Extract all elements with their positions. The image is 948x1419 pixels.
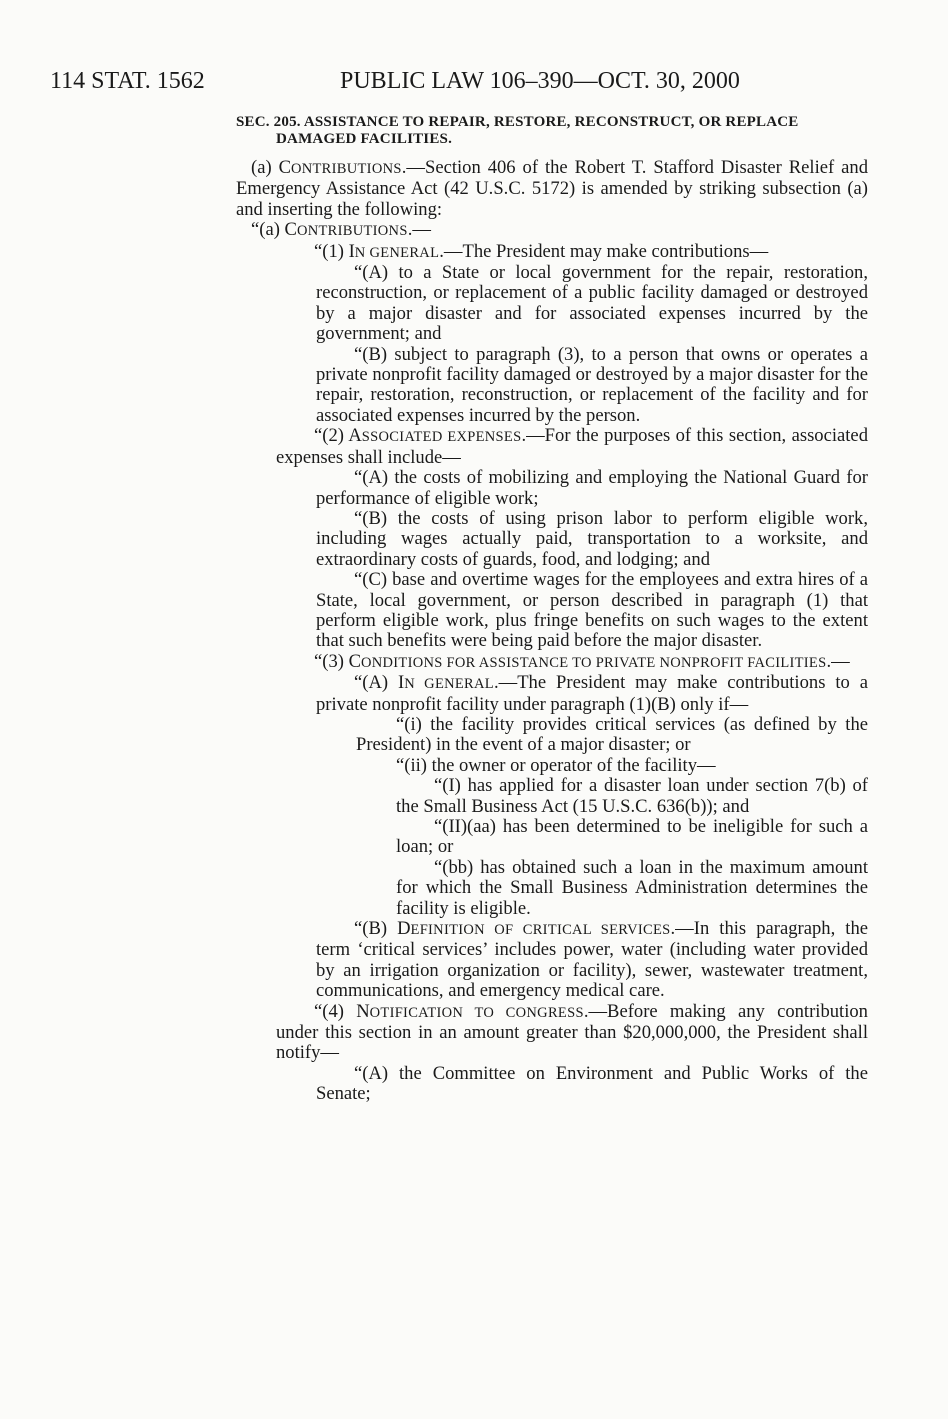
body-text	[236, 114, 868, 1105]
subclause-II-aa: “(II)(aa) has been determined to be ineligible for such a loan; or	[396, 816, 868, 858]
public-law-citation: PUBLIC LAW 106–390—OCT. 30, 2000	[340, 68, 740, 94]
paragraph-3-B: “(B) DEFINITION OF CRITICAL SERVICES.—In this paragraph, the term ‘critical services’ includes power, water (including water provided by an irrigation organization or facility), sewer, wastewater treatment, communications, and emergency medical care.	[316, 918, 868, 1002]
section-heading: SEC. 205. ASSISTANCE TO REPAIR, RESTORE, RECONSTRUCT, OR REPLACE DAMAGED FACILITIES.	[236, 114, 799, 147]
paragraph-2-A: “(A) the costs of mobilizing and employing the National Guard for performance of eligible work;	[316, 467, 868, 509]
paragraph-3: “(3) CONDITIONS FOR ASSISTANCE TO PRIVATE NONPROFIT FACILITIES.—	[314, 650, 850, 672]
clause-3-A-ii: “(ii) the owner or operator of the facility—	[396, 754, 716, 776]
paragraph-1: “(1) IN GENERAL.—The President may make contributions—	[314, 240, 769, 262]
paragraph-3-A: “(A) IN GENERAL.—The President may make contributions to a private nonprofit facility under paragraph (1)(B) only if—	[316, 672, 869, 715]
running-header	[50, 66, 870, 96]
subsection-a: (a) CONTRIBUTIONS.—Section 406 of the Robert T. Stafford Disaster Relief and Emergency Assistance Act (42 U.S.C. 5172) is amended by striking subsection (a) and inserting the following:	[236, 157, 868, 220]
paragraph-1-A: “(A) to a State or local government for the repair, restoration, reconstruction, or replacement of a public facility damaged or destroyed by a major disaster and for associated expenses incurred by the government; and	[316, 262, 868, 345]
subclause-I: “(I) has applied for a disaster loan under section 7(b) of the Small Business Act (15 U.S.C. 636(b)); and	[396, 775, 868, 817]
paragraph-2-C: “(C) base and overtime wages for the employees and extra hires of a State, local government, or person described in paragraph (1) that perform eligible work, plus fringe benefits on such wages to the extent that such benefits were being paid before the major disaster.	[316, 569, 868, 652]
statute-page-number: 114 STAT. 1562	[50, 68, 205, 94]
quoted-subsection-a-heading: “(a) CONTRIBUTIONS.—	[251, 219, 431, 241]
subclause-II-bb: “(bb) has obtained such a loan in the maximum amount for which the Small Business Administration determines the facility is eligible.	[396, 856, 868, 919]
paragraph-4: “(4) NOTIFICATION TO CONGRESS.—Before making any contribution under this section in an amount greater than $20,000,000, the President shall notify—	[276, 1000, 868, 1064]
paragraph-1-B: “(B) subject to paragraph (3), to a person that owns or operates a private nonprofit facility damaged or destroyed by a major disaster for the repair, restoration, reconstruction, or replacement of the facility and for associated expenses incurred by the person.	[316, 343, 868, 426]
paragraph-2: “(2) ASSOCIATED EXPENSES.—For the purposes of this section, associated expenses shall include—	[276, 425, 868, 468]
clause-3-A-i: “(i) the facility provides critical services (as defined by the President) in the event of a major disaster; or	[356, 713, 868, 756]
paragraph-2-B: “(B) the costs of using prison labor to perform eligible work, including wages actually paid, transportation to a worksite, and extraordinary costs of guards, food, and lodging; and	[316, 507, 868, 570]
paragraph-4-A: “(A) the Committee on Environment and Public Works of the Senate;	[316, 1062, 868, 1105]
